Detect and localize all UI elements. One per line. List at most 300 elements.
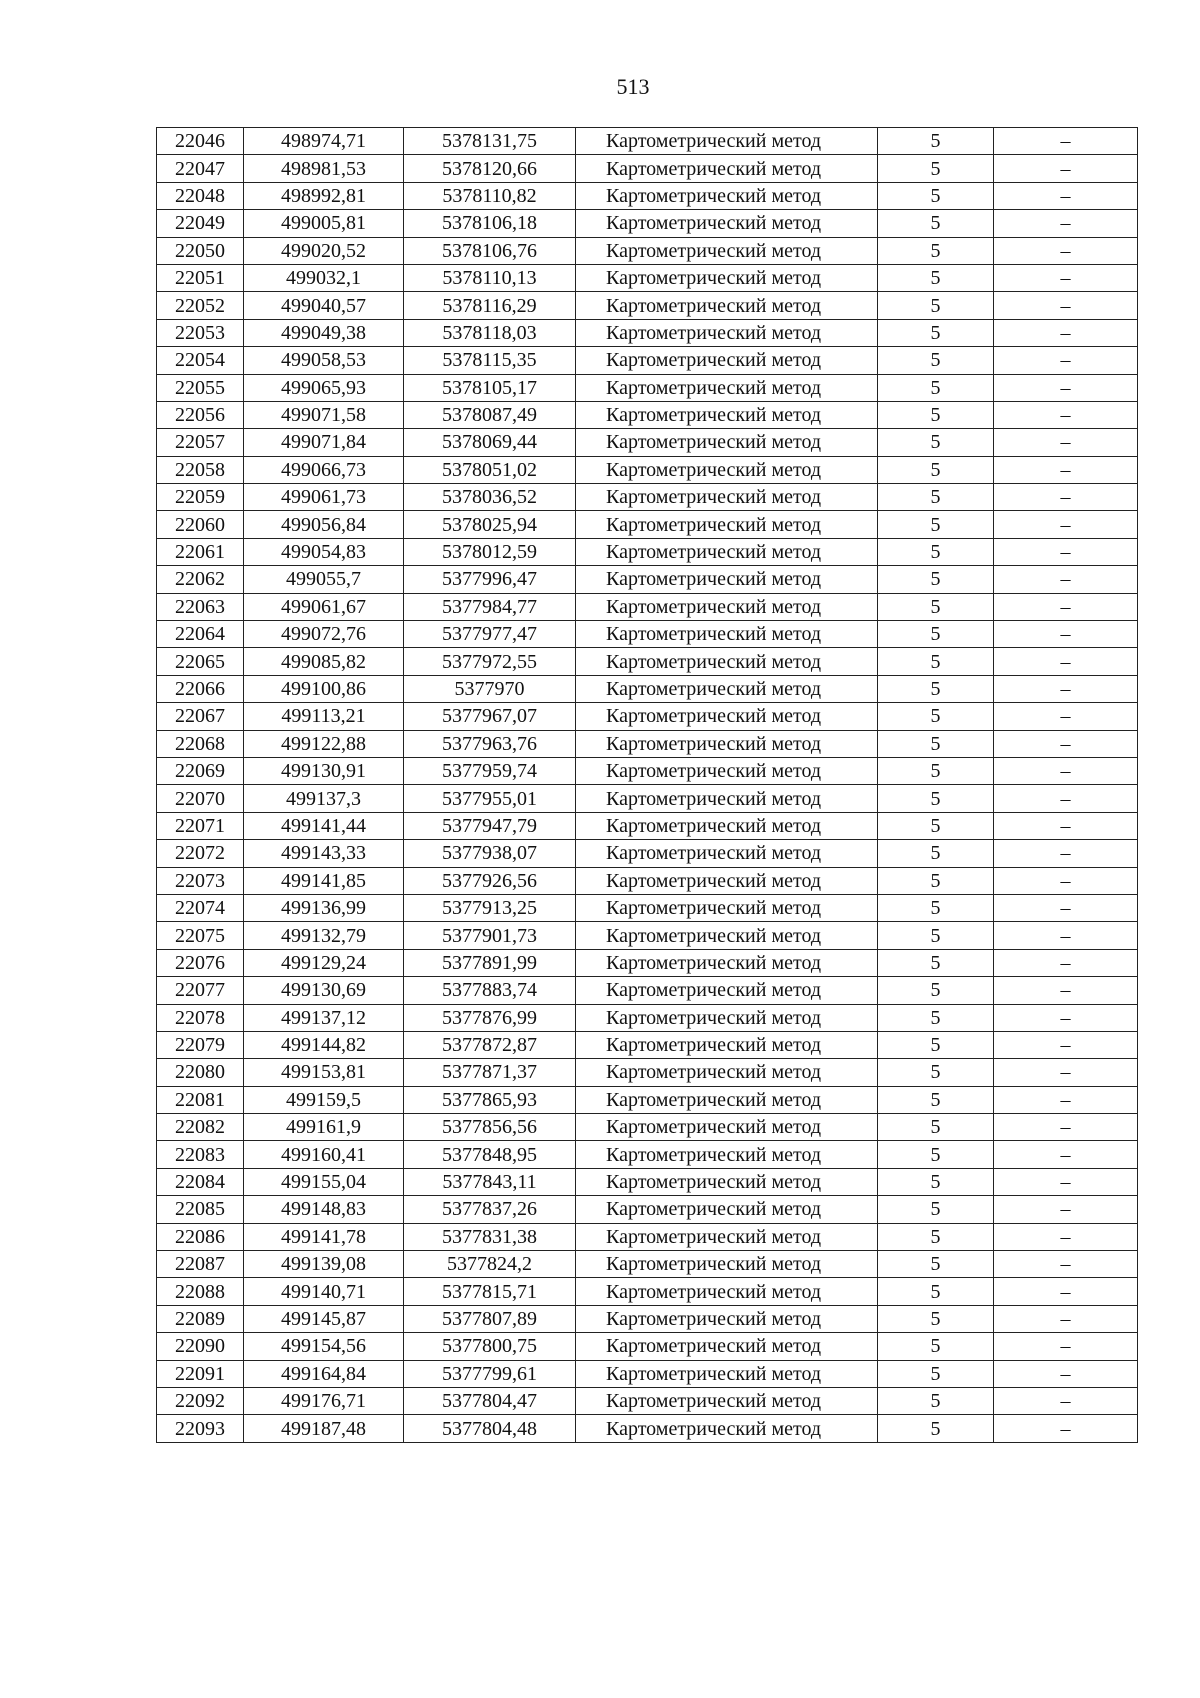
- table-row: [157, 1305, 1138, 1332]
- point-number-cell: 22089: [157, 1305, 244, 1332]
- point-number-cell: 22065: [157, 648, 244, 675]
- point-number-cell: 22048: [157, 182, 244, 209]
- description-cell: –: [994, 456, 1138, 483]
- table-row: [157, 1223, 1138, 1250]
- x-coordinate-cell: 499122,88: [244, 730, 404, 757]
- method-cell: Картометрический метод: [576, 566, 878, 593]
- x-coordinate-cell: 499139,08: [244, 1251, 404, 1278]
- method-cell: Картометрический метод: [576, 347, 878, 374]
- description-cell: –: [994, 538, 1138, 565]
- x-coordinate-cell: 499061,67: [244, 593, 404, 620]
- point-number-cell: 22072: [157, 840, 244, 867]
- description-cell: –: [994, 1168, 1138, 1195]
- x-coordinate-cell: 499066,73: [244, 456, 404, 483]
- x-coordinate-cell: 499144,82: [244, 1031, 404, 1058]
- accuracy-cell: 5: [878, 264, 994, 291]
- table-row: [157, 511, 1138, 538]
- table-row: [157, 1059, 1138, 1086]
- method-cell: Картометрический метод: [576, 1333, 878, 1360]
- x-coordinate-cell: 499129,24: [244, 949, 404, 976]
- point-number-cell: 22073: [157, 867, 244, 894]
- method-cell: Картометрический метод: [576, 730, 878, 757]
- x-coordinate-cell: 499141,44: [244, 812, 404, 839]
- table-row: [157, 319, 1138, 346]
- x-coordinate-cell: 499130,69: [244, 977, 404, 1004]
- table-row: [157, 456, 1138, 483]
- y-coordinate-cell: 5378110,13: [404, 264, 576, 291]
- table-row: [157, 1141, 1138, 1168]
- table-row: [157, 401, 1138, 428]
- y-coordinate-cell: 5378106,18: [404, 210, 576, 237]
- y-coordinate-cell: 5377872,87: [404, 1031, 576, 1058]
- table-row: [157, 237, 1138, 264]
- method-cell: Картометрический метод: [576, 1196, 878, 1223]
- table-row: [157, 1004, 1138, 1031]
- x-coordinate-cell: 499160,41: [244, 1141, 404, 1168]
- y-coordinate-cell: 5378115,35: [404, 347, 576, 374]
- description-cell: –: [994, 867, 1138, 894]
- accuracy-cell: 5: [878, 1305, 994, 1332]
- point-number-cell: 22053: [157, 319, 244, 346]
- accuracy-cell: 5: [878, 1360, 994, 1387]
- x-coordinate-cell: 498974,71: [244, 128, 404, 155]
- y-coordinate-cell: 5377815,71: [404, 1278, 576, 1305]
- y-coordinate-cell: 5377959,74: [404, 757, 576, 784]
- point-number-cell: 22046: [157, 128, 244, 155]
- description-cell: –: [994, 621, 1138, 648]
- point-number-cell: 22064: [157, 621, 244, 648]
- accuracy-cell: 5: [878, 675, 994, 702]
- method-cell: Картометрический метод: [576, 1004, 878, 1031]
- x-coordinate-cell: 499085,82: [244, 648, 404, 675]
- table-row: [157, 922, 1138, 949]
- description-cell: –: [994, 319, 1138, 346]
- table-row: [157, 1114, 1138, 1141]
- method-cell: Картометрический метод: [576, 401, 878, 428]
- y-coordinate-cell: 5377963,76: [404, 730, 576, 757]
- y-coordinate-cell: 5378036,52: [404, 484, 576, 511]
- accuracy-cell: 5: [878, 484, 994, 511]
- method-cell: Картометрический метод: [576, 1387, 878, 1414]
- accuracy-cell: 5: [878, 401, 994, 428]
- description-cell: –: [994, 347, 1138, 374]
- table-row: [157, 1168, 1138, 1195]
- point-number-cell: 22082: [157, 1114, 244, 1141]
- accuracy-cell: 5: [878, 374, 994, 401]
- x-coordinate-cell: 499137,3: [244, 785, 404, 812]
- table-row: [157, 264, 1138, 291]
- method-cell: Картометрический метод: [576, 621, 878, 648]
- accuracy-cell: 5: [878, 1059, 994, 1086]
- point-number-cell: 22051: [157, 264, 244, 291]
- y-coordinate-cell: 5377967,07: [404, 703, 576, 730]
- description-cell: –: [994, 648, 1138, 675]
- method-cell: Картометрический метод: [576, 1360, 878, 1387]
- point-number-cell: 22069: [157, 757, 244, 784]
- method-cell: Картометрический метод: [576, 484, 878, 511]
- y-coordinate-cell: 5377804,47: [404, 1387, 576, 1414]
- table-row: [157, 429, 1138, 456]
- table-row: [157, 977, 1138, 1004]
- y-coordinate-cell: 5377947,79: [404, 812, 576, 839]
- method-cell: Картометрический метод: [576, 812, 878, 839]
- x-coordinate-cell: 499148,83: [244, 1196, 404, 1223]
- method-cell: Картометрический метод: [576, 128, 878, 155]
- y-coordinate-cell: 5377843,11: [404, 1168, 576, 1195]
- point-number-cell: 22079: [157, 1031, 244, 1058]
- method-cell: Картометрический метод: [576, 1114, 878, 1141]
- point-number-cell: 22090: [157, 1333, 244, 1360]
- x-coordinate-cell: 499071,58: [244, 401, 404, 428]
- x-coordinate-cell: 499130,91: [244, 757, 404, 784]
- table-row: [157, 292, 1138, 319]
- accuracy-cell: 5: [878, 1415, 994, 1442]
- point-number-cell: 22091: [157, 1360, 244, 1387]
- accuracy-cell: 5: [878, 347, 994, 374]
- method-cell: Картометрический метод: [576, 1168, 878, 1195]
- x-coordinate-cell: 499140,71: [244, 1278, 404, 1305]
- description-cell: –: [994, 1415, 1138, 1442]
- table-row: [157, 347, 1138, 374]
- x-coordinate-cell: 499020,52: [244, 237, 404, 264]
- point-number-cell: 22061: [157, 538, 244, 565]
- point-number-cell: 22050: [157, 237, 244, 264]
- y-coordinate-cell: 5378069,44: [404, 429, 576, 456]
- x-coordinate-cell: 499145,87: [244, 1305, 404, 1332]
- x-coordinate-cell: 499056,84: [244, 511, 404, 538]
- accuracy-cell: 5: [878, 894, 994, 921]
- description-cell: –: [994, 429, 1138, 456]
- description-cell: –: [994, 1360, 1138, 1387]
- accuracy-cell: 5: [878, 1168, 994, 1195]
- x-coordinate-cell: 499136,99: [244, 894, 404, 921]
- point-number-cell: 22071: [157, 812, 244, 839]
- description-cell: –: [994, 128, 1138, 155]
- table-row: [157, 621, 1138, 648]
- method-cell: Картометрический метод: [576, 675, 878, 702]
- point-number-cell: 22075: [157, 922, 244, 949]
- coordinates-table-body: [157, 128, 1138, 1443]
- y-coordinate-cell: 5377883,74: [404, 977, 576, 1004]
- point-number-cell: 22052: [157, 292, 244, 319]
- table-row: [157, 182, 1138, 209]
- description-cell: –: [994, 1305, 1138, 1332]
- x-coordinate-cell: 499137,12: [244, 1004, 404, 1031]
- accuracy-cell: 5: [878, 237, 994, 264]
- x-coordinate-cell: 498981,53: [244, 155, 404, 182]
- method-cell: Картометрический метод: [576, 264, 878, 291]
- description-cell: –: [994, 730, 1138, 757]
- x-coordinate-cell: 499132,79: [244, 922, 404, 949]
- x-coordinate-cell: 499040,57: [244, 292, 404, 319]
- accuracy-cell: 5: [878, 210, 994, 237]
- y-coordinate-cell: 5378087,49: [404, 401, 576, 428]
- y-coordinate-cell: 5377901,73: [404, 922, 576, 949]
- description-cell: –: [994, 1278, 1138, 1305]
- y-coordinate-cell: 5377972,55: [404, 648, 576, 675]
- y-coordinate-cell: 5377913,25: [404, 894, 576, 921]
- description-cell: –: [994, 182, 1138, 209]
- method-cell: Картометрический метод: [576, 1086, 878, 1113]
- x-coordinate-cell: 499058,53: [244, 347, 404, 374]
- accuracy-cell: 5: [878, 1387, 994, 1414]
- table-row: [157, 675, 1138, 702]
- table-row: [157, 374, 1138, 401]
- point-number-cell: 22068: [157, 730, 244, 757]
- method-cell: Картометрический метод: [576, 1141, 878, 1168]
- description-cell: –: [994, 675, 1138, 702]
- x-coordinate-cell: 499055,7: [244, 566, 404, 593]
- x-coordinate-cell: 498992,81: [244, 182, 404, 209]
- description-cell: –: [994, 922, 1138, 949]
- accuracy-cell: 5: [878, 1004, 994, 1031]
- accuracy-cell: 5: [878, 319, 994, 346]
- table-row: [157, 1251, 1138, 1278]
- description-cell: –: [994, 1223, 1138, 1250]
- method-cell: Картометрический метод: [576, 840, 878, 867]
- method-cell: Картометрический метод: [576, 429, 878, 456]
- point-number-cell: 22081: [157, 1086, 244, 1113]
- table-row: [157, 1196, 1138, 1223]
- point-number-cell: 22083: [157, 1141, 244, 1168]
- x-coordinate-cell: 499159,5: [244, 1086, 404, 1113]
- accuracy-cell: 5: [878, 812, 994, 839]
- description-cell: –: [994, 374, 1138, 401]
- accuracy-cell: 5: [878, 867, 994, 894]
- accuracy-cell: 5: [878, 1333, 994, 1360]
- method-cell: Картометрический метод: [576, 319, 878, 346]
- method-cell: Картометрический метод: [576, 374, 878, 401]
- accuracy-cell: 5: [878, 511, 994, 538]
- y-coordinate-cell: 5377970: [404, 675, 576, 702]
- description-cell: –: [994, 237, 1138, 264]
- table-row: [157, 1360, 1138, 1387]
- x-coordinate-cell: 499072,76: [244, 621, 404, 648]
- point-number-cell: 22078: [157, 1004, 244, 1031]
- point-number-cell: 22077: [157, 977, 244, 1004]
- description-cell: –: [994, 812, 1138, 839]
- method-cell: Картометрический метод: [576, 922, 878, 949]
- y-coordinate-cell: 5377837,26: [404, 1196, 576, 1223]
- table-row: [157, 1031, 1138, 1058]
- x-coordinate-cell: 499049,38: [244, 319, 404, 346]
- description-cell: –: [994, 703, 1138, 730]
- y-coordinate-cell: 5378012,59: [404, 538, 576, 565]
- description-cell: –: [994, 1141, 1138, 1168]
- description-cell: –: [994, 1114, 1138, 1141]
- point-number-cell: 22055: [157, 374, 244, 401]
- x-coordinate-cell: 499153,81: [244, 1059, 404, 1086]
- x-coordinate-cell: 499065,93: [244, 374, 404, 401]
- point-number-cell: 22070: [157, 785, 244, 812]
- y-coordinate-cell: 5378106,76: [404, 237, 576, 264]
- table-row: [157, 566, 1138, 593]
- accuracy-cell: 5: [878, 1223, 994, 1250]
- point-number-cell: 22085: [157, 1196, 244, 1223]
- accuracy-cell: 5: [878, 593, 994, 620]
- table-row: [157, 867, 1138, 894]
- method-cell: Картометрический метод: [576, 155, 878, 182]
- table-row: [157, 538, 1138, 565]
- point-number-cell: 22067: [157, 703, 244, 730]
- accuracy-cell: 5: [878, 922, 994, 949]
- description-cell: –: [994, 566, 1138, 593]
- description-cell: –: [994, 840, 1138, 867]
- accuracy-cell: 5: [878, 1031, 994, 1058]
- table-row: [157, 785, 1138, 812]
- x-coordinate-cell: 499100,86: [244, 675, 404, 702]
- description-cell: –: [994, 949, 1138, 976]
- accuracy-cell: 5: [878, 621, 994, 648]
- point-number-cell: 22088: [157, 1278, 244, 1305]
- x-coordinate-cell: 499005,81: [244, 210, 404, 237]
- accuracy-cell: 5: [878, 1196, 994, 1223]
- x-coordinate-cell: 499141,85: [244, 867, 404, 894]
- description-cell: –: [994, 210, 1138, 237]
- y-coordinate-cell: 5377955,01: [404, 785, 576, 812]
- y-coordinate-cell: 5377977,47: [404, 621, 576, 648]
- accuracy-cell: 5: [878, 949, 994, 976]
- point-number-cell: 22066: [157, 675, 244, 702]
- description-cell: –: [994, 894, 1138, 921]
- point-number-cell: 22059: [157, 484, 244, 511]
- x-coordinate-cell: 499164,84: [244, 1360, 404, 1387]
- table-row: [157, 648, 1138, 675]
- description-cell: –: [994, 1059, 1138, 1086]
- y-coordinate-cell: 5377871,37: [404, 1059, 576, 1086]
- x-coordinate-cell: 499054,83: [244, 538, 404, 565]
- x-coordinate-cell: 499187,48: [244, 1415, 404, 1442]
- accuracy-cell: 5: [878, 128, 994, 155]
- accuracy-cell: 5: [878, 785, 994, 812]
- description-cell: –: [994, 757, 1138, 784]
- accuracy-cell: 5: [878, 566, 994, 593]
- y-coordinate-cell: 5377804,48: [404, 1415, 576, 1442]
- description-cell: –: [994, 401, 1138, 428]
- table-row: [157, 593, 1138, 620]
- page-number: 513: [616, 74, 650, 99]
- y-coordinate-cell: 5378131,75: [404, 128, 576, 155]
- accuracy-cell: 5: [878, 648, 994, 675]
- table-row: [157, 210, 1138, 237]
- x-coordinate-cell: 499141,78: [244, 1223, 404, 1250]
- description-cell: –: [994, 264, 1138, 291]
- x-coordinate-cell: 499143,33: [244, 840, 404, 867]
- table-row: [157, 757, 1138, 784]
- point-number-cell: 22086: [157, 1223, 244, 1250]
- x-coordinate-cell: 499176,71: [244, 1387, 404, 1414]
- point-number-cell: 22057: [157, 429, 244, 456]
- accuracy-cell: 5: [878, 757, 994, 784]
- accuracy-cell: 5: [878, 1086, 994, 1113]
- x-coordinate-cell: 499113,21: [244, 703, 404, 730]
- table-row: [157, 484, 1138, 511]
- method-cell: Картометрический метод: [576, 1278, 878, 1305]
- table-row: [157, 128, 1138, 155]
- table-row: [157, 1333, 1138, 1360]
- y-coordinate-cell: 5378105,17: [404, 374, 576, 401]
- method-cell: Картометрический метод: [576, 1031, 878, 1058]
- accuracy-cell: 5: [878, 977, 994, 1004]
- point-number-cell: 22087: [157, 1251, 244, 1278]
- y-coordinate-cell: 5377848,95: [404, 1141, 576, 1168]
- description-cell: –: [994, 1333, 1138, 1360]
- method-cell: Картометрический метод: [576, 237, 878, 264]
- description-cell: –: [994, 785, 1138, 812]
- table-row: [157, 1086, 1138, 1113]
- x-coordinate-cell: 499155,04: [244, 1168, 404, 1195]
- accuracy-cell: 5: [878, 1114, 994, 1141]
- accuracy-cell: 5: [878, 292, 994, 319]
- method-cell: Картометрический метод: [576, 1223, 878, 1250]
- method-cell: Картометрический метод: [576, 1059, 878, 1086]
- y-coordinate-cell: 5378116,29: [404, 292, 576, 319]
- y-coordinate-cell: 5377926,56: [404, 867, 576, 894]
- y-coordinate-cell: 5377984,77: [404, 593, 576, 620]
- y-coordinate-cell: 5378110,82: [404, 182, 576, 209]
- accuracy-cell: 5: [878, 538, 994, 565]
- description-cell: –: [994, 593, 1138, 620]
- y-coordinate-cell: 5377876,99: [404, 1004, 576, 1031]
- y-coordinate-cell: 5377799,61: [404, 1360, 576, 1387]
- method-cell: Картометрический метод: [576, 456, 878, 483]
- point-number-cell: 22060: [157, 511, 244, 538]
- accuracy-cell: 5: [878, 703, 994, 730]
- x-coordinate-cell: 499071,84: [244, 429, 404, 456]
- description-cell: –: [994, 155, 1138, 182]
- description-cell: –: [994, 1387, 1138, 1414]
- method-cell: Картометрический метод: [576, 538, 878, 565]
- method-cell: Картометрический метод: [576, 1415, 878, 1442]
- table-row: [157, 1278, 1138, 1305]
- method-cell: Картометрический метод: [576, 182, 878, 209]
- y-coordinate-cell: 5378118,03: [404, 319, 576, 346]
- y-coordinate-cell: 5377831,38: [404, 1223, 576, 1250]
- description-cell: –: [994, 1086, 1138, 1113]
- y-coordinate-cell: 5377800,75: [404, 1333, 576, 1360]
- accuracy-cell: 5: [878, 155, 994, 182]
- y-coordinate-cell: 5378025,94: [404, 511, 576, 538]
- point-number-cell: 22092: [157, 1387, 244, 1414]
- y-coordinate-cell: 5377891,99: [404, 949, 576, 976]
- point-number-cell: 22080: [157, 1059, 244, 1086]
- y-coordinate-cell: 5377807,89: [404, 1305, 576, 1332]
- point-number-cell: 22062: [157, 566, 244, 593]
- point-number-cell: 22047: [157, 155, 244, 182]
- accuracy-cell: 5: [878, 730, 994, 757]
- description-cell: –: [994, 292, 1138, 319]
- table-row: [157, 840, 1138, 867]
- method-cell: Картометрический метод: [576, 210, 878, 237]
- coordinates-table: [156, 127, 1138, 1443]
- method-cell: Картометрический метод: [576, 292, 878, 319]
- y-coordinate-cell: 5377856,56: [404, 1114, 576, 1141]
- method-cell: Картометрический метод: [576, 977, 878, 1004]
- method-cell: Картометрический метод: [576, 949, 878, 976]
- point-number-cell: 22049: [157, 210, 244, 237]
- point-number-cell: 22054: [157, 347, 244, 374]
- accuracy-cell: 5: [878, 182, 994, 209]
- table-row: [157, 155, 1138, 182]
- table-row: [157, 703, 1138, 730]
- point-number-cell: 22093: [157, 1415, 244, 1442]
- table-row: [157, 812, 1138, 839]
- table-row: [157, 894, 1138, 921]
- description-cell: –: [994, 1196, 1138, 1223]
- method-cell: Картометрический метод: [576, 593, 878, 620]
- point-number-cell: 22084: [157, 1168, 244, 1195]
- x-coordinate-cell: 499061,73: [244, 484, 404, 511]
